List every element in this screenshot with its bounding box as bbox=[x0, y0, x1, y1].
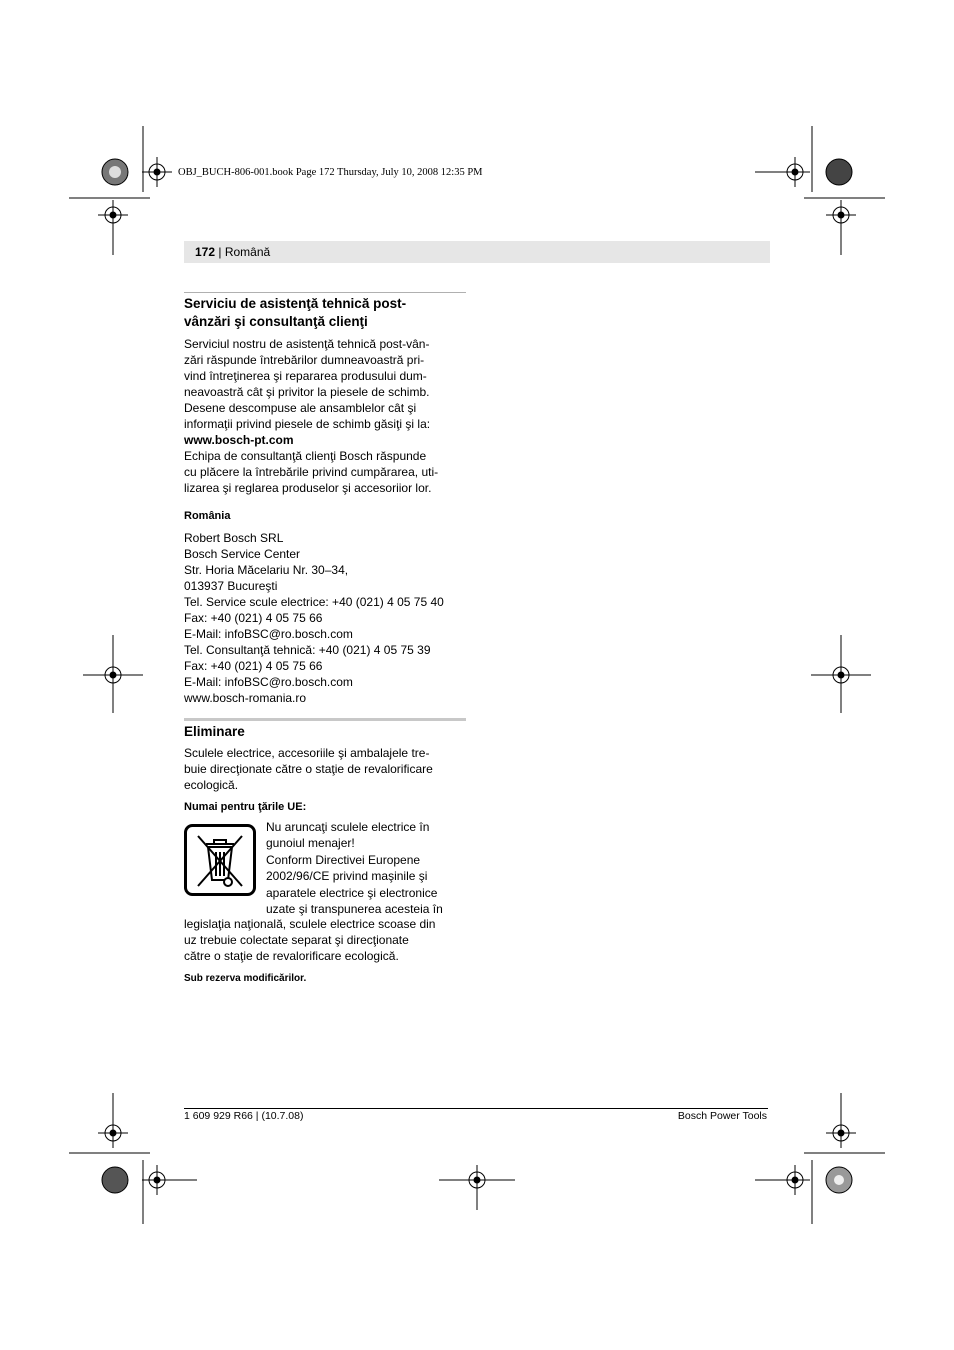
section-rule bbox=[184, 292, 466, 293]
text-line: vind întreţinerea şi repararea produsului dum- bbox=[184, 369, 427, 383]
service-title-line: vânzări şi consultanţă clienţi bbox=[184, 314, 368, 329]
address-line: Fax: +40 (021) 4 05 75 66 bbox=[184, 659, 323, 673]
text-line: buie direcţionate către o staţie de revalorificare bbox=[184, 762, 433, 776]
disposal-title: Eliminare bbox=[184, 724, 245, 739]
header-language: Română bbox=[224, 245, 271, 259]
address-line: Tel. Consultanţă tehnică: +40 (021) 4 05 75 39 bbox=[184, 643, 431, 657]
text-line: cu plăcere la întrebările privind cumpărarea, uti- bbox=[184, 465, 439, 479]
text-line: legislaţia naţională, sculele electrice scoase din bbox=[184, 917, 436, 931]
text-line: neavoastră cât şi privitor la piesele de schimb. bbox=[184, 385, 430, 399]
text-line: zări răspunde întrebărilor dumneavoastră pri- bbox=[184, 353, 425, 367]
text-line: Sculele electrice, accesoriile şi ambalajele tre- bbox=[184, 746, 430, 760]
address-line: Fax: +40 (021) 4 05 75 66 bbox=[184, 611, 323, 625]
text-line: gunoiul menajer! bbox=[266, 836, 355, 851]
text-line: uz trebuie colectate separat şi direcţionate bbox=[184, 933, 409, 947]
page-header bbox=[195, 245, 270, 259]
website-link[interactable]: www.bosch-pt.com bbox=[184, 433, 294, 447]
address-line: Str. Horia Măcelariu Nr. 30–34, bbox=[184, 563, 349, 577]
address-block bbox=[184, 530, 466, 706]
footer-brand: Bosch Power Tools bbox=[677, 1110, 767, 1122]
address-line: Robert Bosch SRL bbox=[184, 531, 284, 545]
disposal-continued bbox=[184, 916, 466, 987]
address-line: 013937 Bucureşti bbox=[184, 579, 278, 593]
address-line: Tel. Service scule electrice: +40 (021) 4 05 75 40 bbox=[184, 595, 444, 609]
print-info-line: OBJ_BUCH-806-001.book Page 172 Thursday, July 10, 2008 12:35 PM bbox=[178, 167, 483, 178]
page-number: 172 bbox=[195, 245, 216, 259]
header-separator: | bbox=[215, 245, 225, 259]
email-link[interactable]: E-Mail: infoBSC@ro.bosch.com bbox=[184, 675, 353, 689]
section-rule bbox=[184, 718, 466, 721]
page-header-bar bbox=[184, 241, 770, 263]
text-line: ecologică. bbox=[184, 778, 239, 792]
crossed-out-bin-icon bbox=[184, 824, 256, 896]
email-link[interactable]: E-Mail: infoBSC@ro.bosch.com bbox=[184, 627, 353, 641]
disposal-paragraph bbox=[184, 745, 466, 793]
text-line: Serviciul nostru de asistenţă tehnică post-vân- bbox=[184, 337, 430, 351]
text-line: Echipa de consultanţă clienţi Bosch răspunde bbox=[184, 449, 427, 463]
text-line: informaţii privind piesele de schimb găsiţi şi la: bbox=[184, 417, 431, 431]
text-line: lizarea şi reglarea produselor şi accesoriior lor. bbox=[184, 481, 432, 495]
text-line: Conform Directivei Europene bbox=[266, 852, 421, 867]
address-line: Bosch Service Center bbox=[184, 547, 301, 561]
icon-adjacent-text bbox=[266, 819, 443, 917]
service-paragraph-1 bbox=[184, 336, 466, 496]
text-line: 2002/96/CE privind maşinile şi bbox=[266, 869, 428, 884]
website-link[interactable]: www.bosch-romania.ro bbox=[184, 691, 307, 705]
footer-document-code: 1 609 929 R66 | (10.7.08) bbox=[184, 1110, 304, 1122]
text-line: aparatele electrice şi electronice bbox=[266, 885, 438, 900]
service-section bbox=[184, 295, 466, 706]
changes-notice: Sub rezerva modificărilor. bbox=[184, 973, 307, 984]
country-heading: România bbox=[184, 510, 231, 522]
text-line: către o staţie de revalorificare ecologică. bbox=[184, 949, 399, 963]
text-line: uzate şi transpunerea acesteia în bbox=[266, 902, 443, 917]
disposal-section bbox=[184, 723, 466, 815]
service-title-line: Serviciu de asistenţă tehnică post- bbox=[184, 296, 407, 311]
text-line: Nu aruncaţi sculele electrice în bbox=[266, 820, 430, 834]
footer-rule bbox=[184, 1108, 768, 1109]
service-title bbox=[184, 295, 466, 331]
text-line: Desene descompuse ale ansamblelor cât şi bbox=[184, 401, 417, 415]
eu-only-heading: Numai pentru ţările UE: bbox=[184, 801, 307, 813]
